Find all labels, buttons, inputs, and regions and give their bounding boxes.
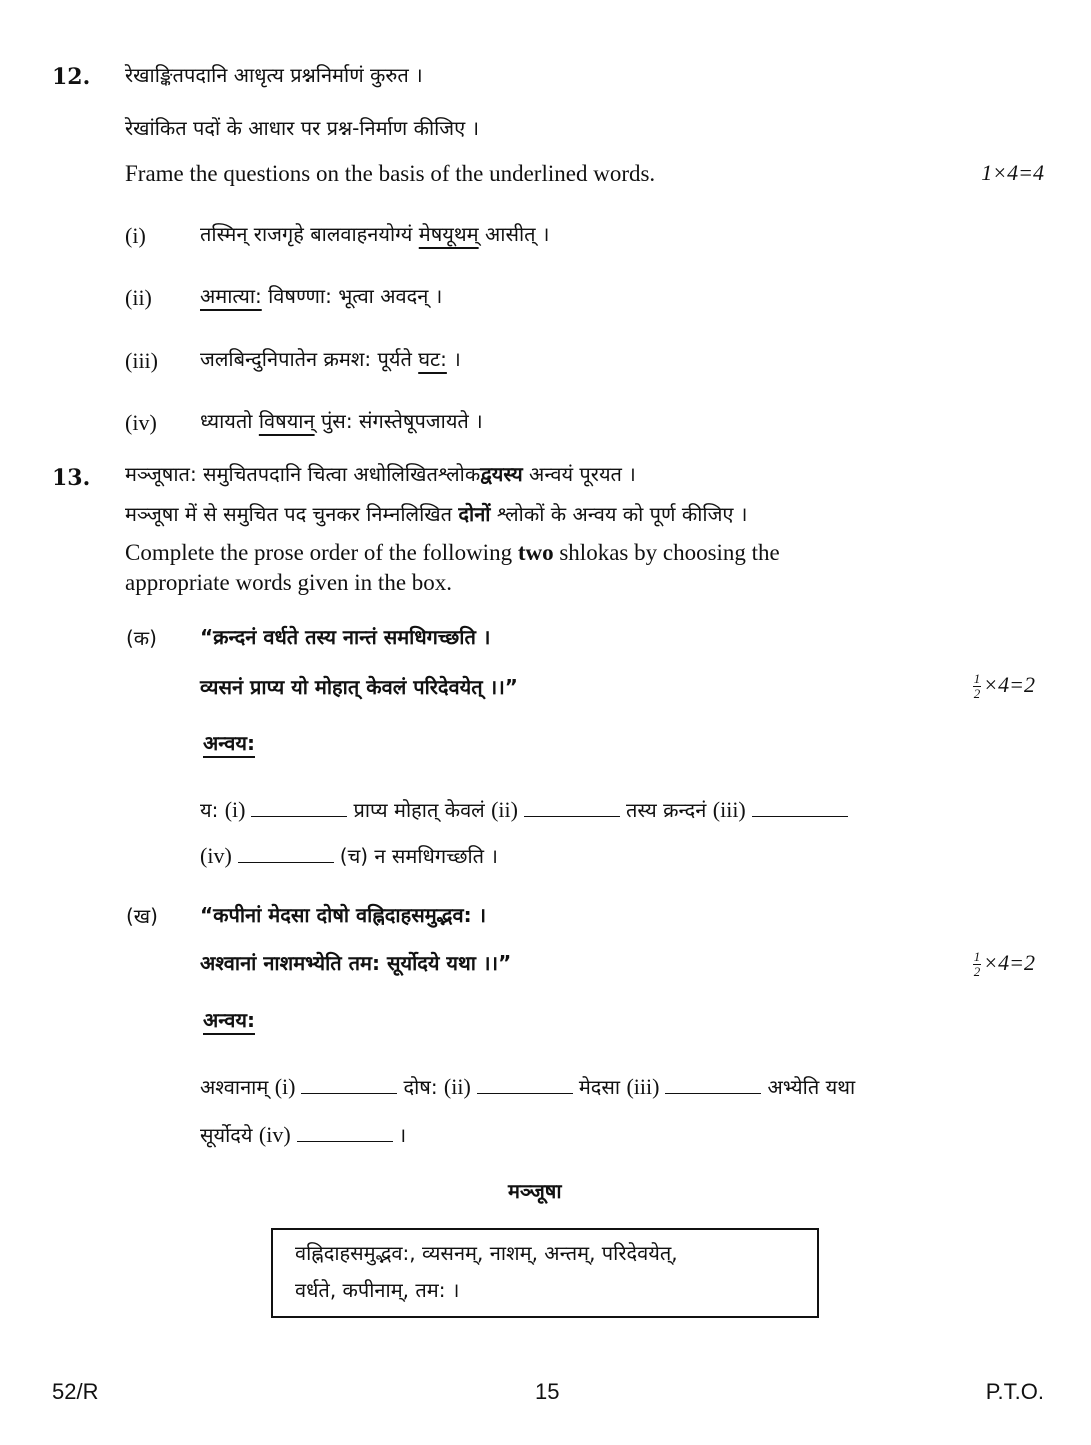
underlined-word: अमात्या: xyxy=(200,284,262,308)
answer-blank[interactable] xyxy=(477,1092,573,1094)
q12-item-label: (ii) xyxy=(125,285,152,310)
underlined-word: मेषयूथम् xyxy=(418,222,479,246)
question-13-english-line2: appropriate words given in the box. xyxy=(125,570,453,595)
answer-blank[interactable] xyxy=(752,815,848,817)
word-box-title: मञ्जूषा xyxy=(508,1179,562,1203)
paper-code: 52/R xyxy=(52,1379,99,1404)
part-kha-verse-line1: “कपीनां मेदसा दोषो वह्निदाहसमुद्भव: । xyxy=(200,903,487,927)
q12-item-label: (iii) xyxy=(125,348,158,373)
underlined-word: घट: xyxy=(418,347,447,371)
q12-item-text: जलबिन्दुनिपातेन क्रमश: पूर्यते घट: । xyxy=(200,347,461,371)
answer-blank[interactable] xyxy=(301,1092,397,1094)
part-kha-label: (ख) xyxy=(126,904,158,928)
q12-item-text: अमात्या: विषण्णा: भूत्वा अवदन् । xyxy=(200,284,443,308)
part-kha-verse-line2: अश्वानां नाशमभ्येति तम: सूर्योदये यथा ।।” xyxy=(200,951,512,975)
part-ka-anvaya-label: अन्वय: xyxy=(203,731,255,755)
question-12-marks: 1×4=4 xyxy=(981,160,1044,185)
part-ka-label: (क) xyxy=(126,626,157,650)
please-turn-over: P.T.O. xyxy=(985,1379,1044,1404)
part-ka-verse-line2: व्यसनं प्राप्य यो मोहात् केवलं परिदेवयेत् ।।” xyxy=(200,675,518,699)
part-kha-anvaya-line1: अश्वानाम् (i) दोष: (ii) मेदसा (iii) अभ्येति यथा xyxy=(200,1074,856,1099)
part-ka-verse-line1: “क्रन्दनं वर्धते तस्य नान्तं समधिगच्छति । xyxy=(200,625,491,649)
part-kha-anvaya-line2: सूर्योदये (iv) । xyxy=(200,1122,407,1147)
question-12-sanskrit: रेखाङ्कितपदानि आधृत्य प्रश्ननिर्माणं कुरुत । xyxy=(125,63,423,87)
question-13-sanskrit: मञ्जूषात: समुचितपदानि चित्वा अधोलिखितश्लोकद्वयस्य अन्वयं पूरयत । xyxy=(125,462,636,486)
word-box-line1: वह्निदाहसमुद्भव:, व्यसनम्, नाशम्, अन्तम्, परिदेवयेत्, xyxy=(295,1241,678,1265)
underlined-word: विषयान् xyxy=(258,409,315,433)
q12-item-text: ध्यायतो विषयान् पुंस: संगस्तेषूपजायते । xyxy=(200,409,483,433)
answer-blank[interactable] xyxy=(297,1140,393,1142)
q12-item-text: तस्मिन् राजगृहे बालवाहनयोग्यं मेषयूथम् आसीत् । xyxy=(200,222,550,246)
q12-item-label: (iv) xyxy=(125,410,157,435)
part-ka-marks: $\frac{1}{2}$ ×4=2 xyxy=(973,671,1035,702)
question-12-english: Frame the questions on the basis of the underlined words. xyxy=(125,161,656,186)
word-box-line2: वर्धते, कपीनाम्, तम: । xyxy=(295,1278,460,1302)
question-13-english: Complete the prose order of the following two shlokas by choosing the xyxy=(125,540,780,565)
part-kha-marks: $\frac{1}{2}$ ×4=2 xyxy=(973,949,1035,980)
part-ka-anvaya-line2: (iv) (च) न समधिगच्छति । xyxy=(200,843,499,868)
question-12-number: 12. xyxy=(52,64,91,90)
question-12-hindi: रेखांकित पदों के आधार पर प्रश्न-निर्माण कीजिए । xyxy=(125,116,480,140)
answer-blank[interactable] xyxy=(665,1092,761,1094)
answer-blank[interactable] xyxy=(524,815,620,817)
answer-blank[interactable] xyxy=(251,815,347,817)
question-13-hindi: मञ्जूषा में से समुचित पद चुनकर निम्नलिखित दोनों श्लोकों के अन्वय को पूर्ण कीजिए । xyxy=(125,502,748,526)
q12-item-label: (i) xyxy=(125,223,146,248)
answer-blank[interactable] xyxy=(238,861,334,863)
question-13-number: 13. xyxy=(52,465,91,491)
page-number: 15 xyxy=(535,1379,560,1404)
part-ka-anvaya-line1: य: (i) प्राप्य मोहात् केवलं (ii) तस्य क्रन्दनं (iii) xyxy=(200,799,854,821)
part-kha-anvaya-label: अन्वय: xyxy=(203,1008,255,1032)
